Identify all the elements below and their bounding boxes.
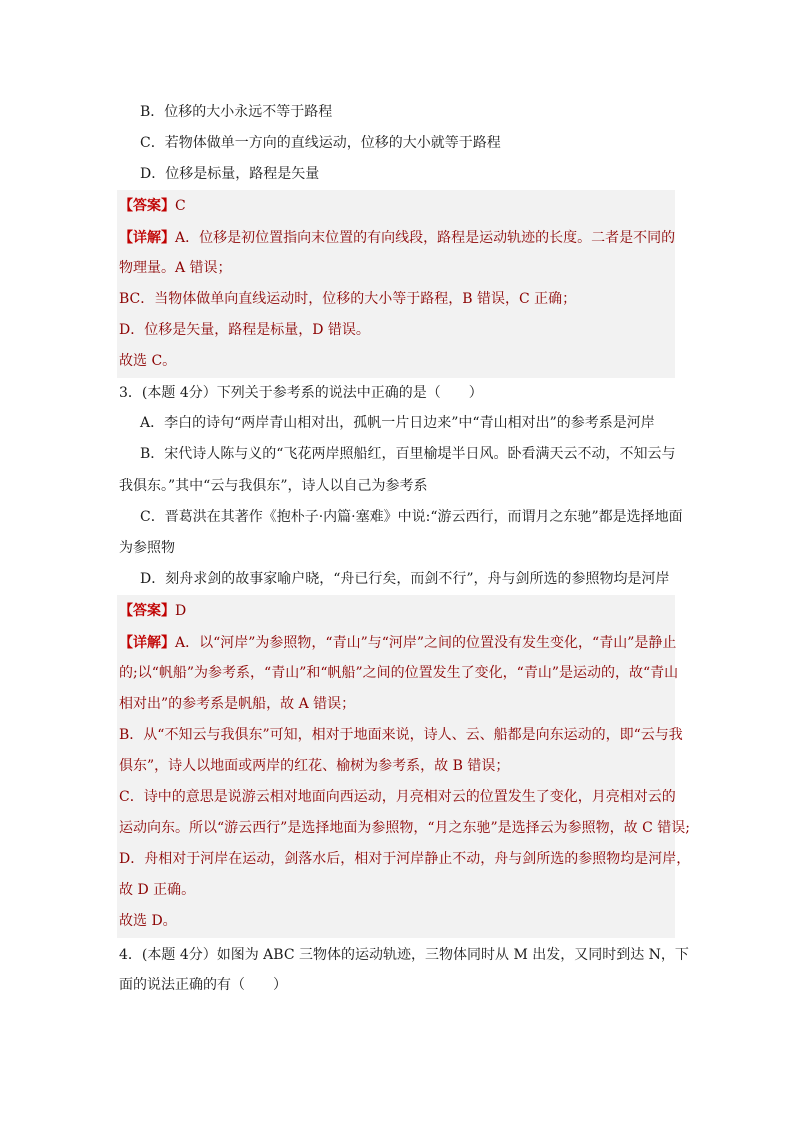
answer-tag: 【答案】: [119, 603, 175, 619]
q4-stem-line-1: 4．(本题 4分）如图为 ABC 三物体的运动轨迹，三物体同时从 M 出发，又同时到达 N，下: [119, 947, 689, 963]
q2-detail-line-1: [119, 228, 675, 248]
q3-option-c-cont: 为参照物: [119, 540, 175, 556]
q2-answer-block: [117, 190, 675, 378]
q3-option-a: A．李白的诗句“两岸青山相对出，孤帆一片日边来”中“青山相对出”的参考系是河岸: [140, 415, 655, 431]
detail-tag: 【详解】: [119, 230, 175, 246]
q3-detail-line-5: 俱东”，诗人以地面或两岸的红花、榆树为参考系，故 B 错误；: [119, 758, 510, 774]
q3-option-b-cont: 我俱东。”其中“云与我俱东”，诗人以自己为参考系: [119, 478, 428, 494]
q2-option-b: B．位移的大小永远不等于路程: [140, 104, 333, 120]
q3-detail-line-2: 的;以“帆船”为参考系，“青山”和“帆船”之间的位置发生了变化，“青山”是运动的，故“青山: [119, 665, 679, 681]
q2-detail-line-4: D．位移是矢量，路程是标量，D 错误。: [119, 322, 370, 338]
detail-text: A．位移是初位置指向末位置的有向线段，路程是运动轨迹的长度。二者是不同的: [175, 230, 676, 246]
answer-value: C: [175, 198, 186, 214]
q2-detail-line-2: 物理量。A 错误；: [119, 260, 232, 276]
answer-value: D: [175, 603, 187, 619]
q3-detail-line-8: D．舟相对于河岸在运动，剑落水后，相对于河岸静止不动，舟与剑所选的参照物均是河岸，: [119, 851, 691, 867]
q4-stem-line-2: 面的说法正确的有（ ）: [119, 977, 287, 993]
q3-option-d: D．刻舟求剑的故事家喻户晓，“舟已行矣，而剑不行”，舟与剑所选的参照物均是河岸: [140, 571, 670, 587]
q2-option-c: C．若物体做单一方向的直线运动，位移的大小就等于路程: [140, 135, 501, 151]
q3-answer-line: [119, 601, 186, 621]
q2-option-d: D．位移是标量，路程是矢量: [140, 166, 320, 182]
q2-detail-line-3: BC．当物体做单向直线运动时，位移的大小等于路程，B 错误，C 正确；: [119, 291, 577, 307]
answer-tag: 【答案】: [119, 198, 175, 214]
q3-answer-block: [117, 595, 691, 938]
q3-option-b: B．宋代诗人陈与义的“飞花两岸照船红，百里榆堤半日风。卧看满天云不动，不知云与: [140, 446, 676, 462]
q3-detail-line-4: B．从“不知云与我俱东”可知，相对于地面来说，诗人、云、船都是向东运动的，即“云与我: [119, 727, 683, 743]
q3-detail-line-3: 相对出”的参考系是帆船，故 A 错误；: [119, 696, 356, 712]
detail-text: A．以“河岸”为参照物，“青山”与“河岸”之间的位置没有发生变化，“青山”是静止: [175, 635, 677, 651]
q3-option-c: C．晋葛洪在其著作《抱朴子·内篇·塞难》中说:“游云西行，而谓月之东驰”都是选择地面: [140, 509, 683, 525]
q2-answer-line: [119, 196, 186, 216]
q3-detail-line-1: [119, 633, 676, 653]
q3-detail-line-6: C．诗中的意思是说游云相对地面向西运动，月亮相对云的位置发生了变化，月亮相对云的: [119, 789, 676, 805]
q3-detail-line-10: 故选 D。: [119, 913, 177, 929]
q3-stem: 3．(本题 4分）下列关于参考系的说法中正确的是（ ）: [119, 385, 483, 401]
q3-detail-line-7: 运动向东。所以“游云西行”是选择地面为参照物，“月之东驰”是选择云为参照物，故 C 错误;: [119, 820, 690, 836]
q3-detail-line-9: 故 D 正确。: [119, 882, 196, 898]
detail-tag: 【详解】: [119, 635, 175, 651]
q2-detail-line-5: 故选 C。: [119, 353, 177, 369]
